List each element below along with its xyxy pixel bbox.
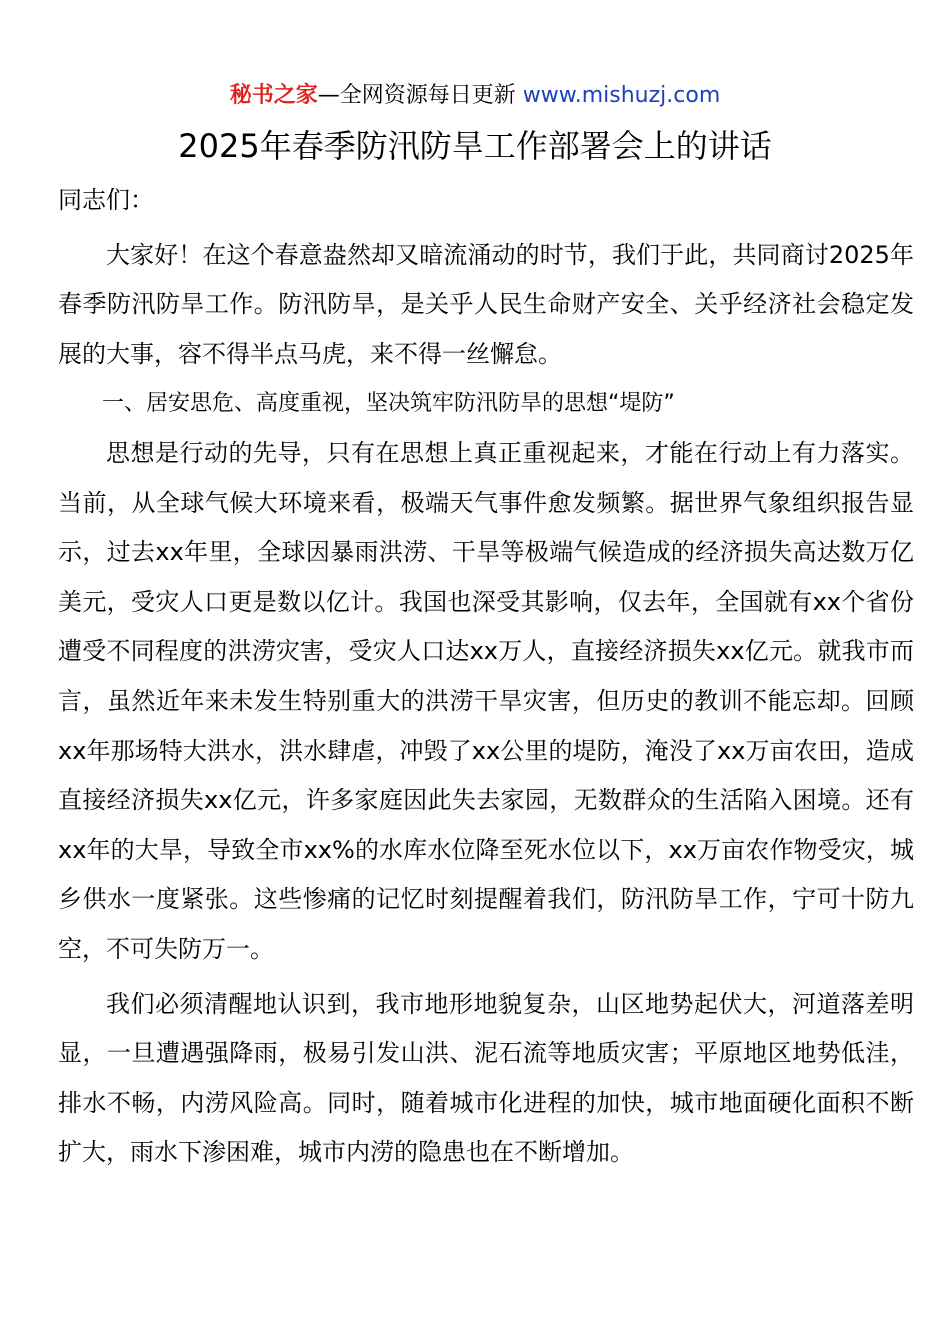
page-title: 2025年春季防汛防旱工作部署会上的讲话	[178, 127, 772, 165]
document-body	[58, 176, 914, 1178]
site-banner	[0, 80, 950, 112]
site-tagline: —全网资源每日更新	[317, 83, 516, 108]
paragraph-body: 我们必须清醒地认识到，我市地形地貌复杂，山区地势起伏大，河道落差明显，一旦遭遇强降雨，极易引发山洪、泥石流等地质灾害；平原地区地势低洼，排水不畅，内涝风险高。同时，随着城市化进程的加快，城市地面硬化面积不断扩大，雨水下渗困难，城市内涝的隐患也在不断增加。	[58, 989, 914, 1167]
site-url-link[interactable]: www.mishuzj.com	[522, 83, 721, 108]
site-brand: 秘书之家	[229, 83, 318, 108]
section-heading: 一、居安思危、高度重视，坚决筑牢防汛防旱的思想“堤防”	[102, 391, 675, 417]
salutation: 同志们：	[58, 186, 154, 214]
paragraph-body: 思想是行动的先导，只有在思想上真正重视起来，才能在行动上有力落实。当前，从全球气候大环境来看，极端天气事件愈发频繁。据世界气象组织报告显示，过去xx年里，全球因暴雨洪涝、干旱等极端气候造成的经济损失高达数万亿美元，受灾人口更是数以亿计。我国也深受其影响，仅去年，全国就有xx个省份遭受不同程度的洪涝灾害，受灾人口达xx万人，直接经济损失xx亿元。就我市而言，虽然近年来未发生特别重大的洪涝干旱灾害，但历史的教训不能忘却。回顾xx年那场特大洪水，洪水肆虐，冲毁了xx公里的堤防，淹没了xx万亩农田，造成直接经济损失xx亿元，许多家庭因此失去家园，无数群众的生活陷入困境。还有xx年的大旱，导致全市xx%的水库水位降至死水位以下，xx万亩农作物受灾，城乡供水一度紧张。这些惨痛的记忆时刻提醒着我们，防汛防旱工作，宁可十防九空，不可失防万一。	[58, 438, 914, 963]
paragraph-intro: 大家好！在这个春意盎然却又暗流涌动的时节，我们于此，共同商讨2025年春季防汛防旱工作。防汛防旱，是关乎人民生命财产安全、关乎经济社会稳定发展的大事，容不得半点马虎，来不得一丝懈怠。	[58, 240, 914, 368]
